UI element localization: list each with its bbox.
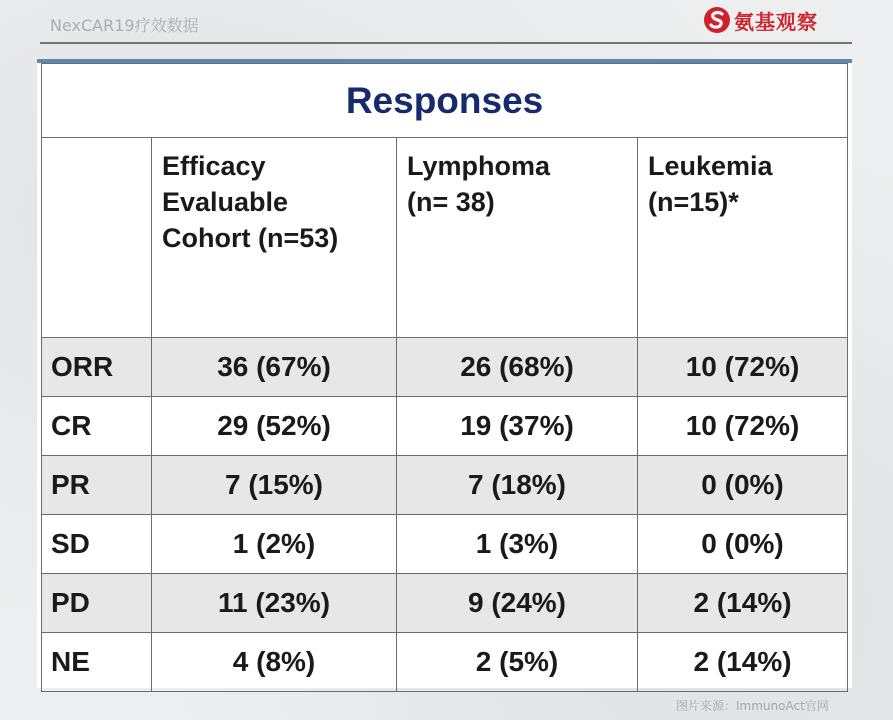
table-cell: 0 (0%): [638, 456, 848, 515]
row-label: PR: [42, 456, 152, 515]
header-title: NexCAR19疗效数据: [50, 16, 199, 35]
table-cell: 11 (23%): [152, 574, 397, 633]
table-cell: 4 (8%): [152, 633, 397, 692]
slide-title: Responses: [42, 64, 848, 138]
responses-table: [41, 63, 848, 692]
column-header-empty: [42, 138, 152, 338]
table-cell: 9 (24%): [397, 574, 638, 633]
table-cell: 19 (37%): [397, 397, 638, 456]
row-label: NE: [42, 633, 152, 692]
table-cell: 7 (18%): [397, 456, 638, 515]
title-row: [42, 64, 848, 138]
table-cell: 1 (3%): [397, 515, 638, 574]
table-cell: 2 (14%): [638, 574, 848, 633]
table-cell: 0 (0%): [638, 515, 848, 574]
table-cell: 36 (67%): [152, 338, 397, 397]
table-row: [42, 574, 848, 633]
table-row: [42, 633, 848, 692]
image-source-caption: 图片来源：ImmunoAct官网: [676, 699, 829, 713]
row-label: SD: [42, 515, 152, 574]
table-row: [42, 456, 848, 515]
table-cell: 7 (15%): [152, 456, 397, 515]
column-header-lymphoma: Lymphoma (n= 38): [397, 138, 638, 338]
column-header-efficacy: Efficacy Evaluable Cohort (n=53): [152, 138, 397, 338]
column-header-leukemia: Leukemia (n=15)*: [638, 138, 848, 338]
row-label: PD: [42, 574, 152, 633]
slide: [37, 59, 852, 688]
table-row: [42, 338, 848, 397]
s-swirl-logo-icon: [703, 6, 731, 34]
table-cell: 10 (72%): [638, 338, 848, 397]
table-cell: 29 (52%): [152, 397, 397, 456]
row-label: CR: [42, 397, 152, 456]
header-divider: [40, 42, 852, 44]
table-cell: 2 (14%): [638, 633, 848, 692]
table-cell: 10 (72%): [638, 397, 848, 456]
table-cell: 2 (5%): [397, 633, 638, 692]
column-header-row: [42, 138, 848, 338]
table-row: [42, 397, 848, 456]
row-label: ORR: [42, 338, 152, 397]
brand: [703, 4, 818, 36]
table-cell: 26 (68%): [397, 338, 638, 397]
table-cell: 1 (2%): [152, 515, 397, 574]
table-row: [42, 515, 848, 574]
brand-name: 氨基观察: [734, 9, 818, 34]
